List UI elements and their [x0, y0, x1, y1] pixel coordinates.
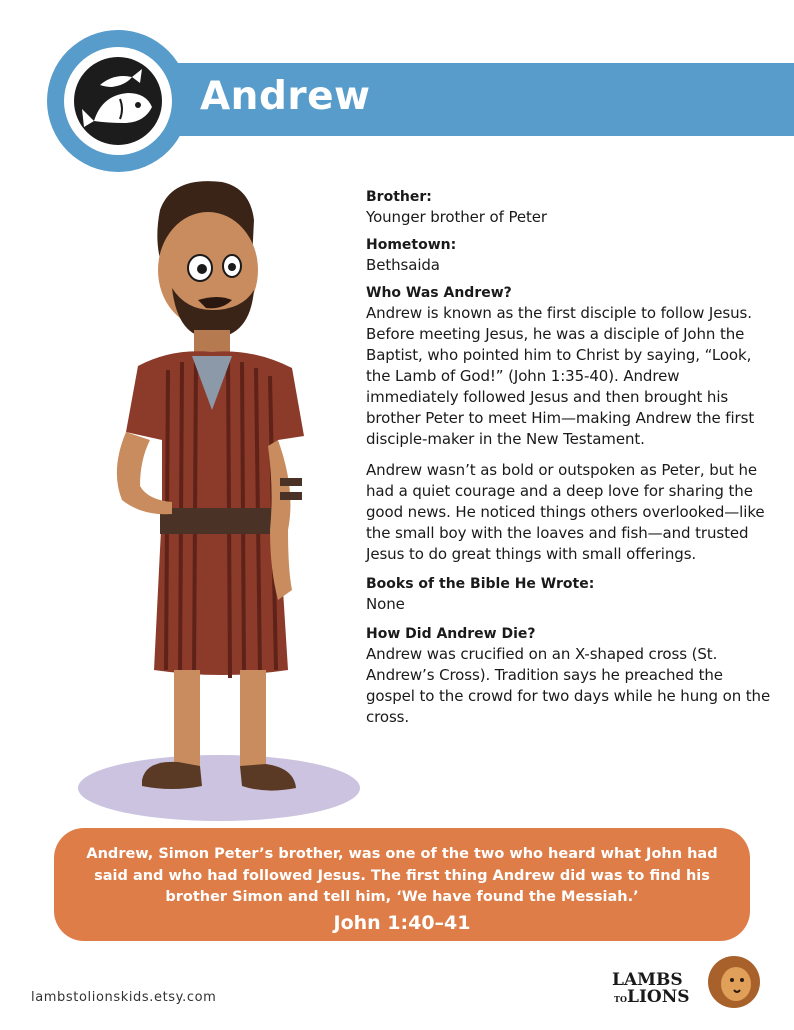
logo-lions-text: LIONS — [627, 987, 690, 1007]
badge-inner-circle — [64, 47, 172, 155]
hometown-label: Hometown: — [366, 237, 457, 253]
scripture-reference: John 1:40–41 — [333, 911, 471, 934]
logo-to-text: TO — [614, 994, 627, 1004]
scripture-quote-text: Andrew, Simon Peter’s brother, was one of the two who heard what John had said and who had followed Jesus. The first thing Andrew did was to find his brother Simon and tell him, ‘We have found the Messiah.’ — [86, 846, 718, 905]
books-value: None — [366, 595, 405, 613]
scripture-quote-box — [54, 828, 750, 941]
brother-value: Younger brother of Peter — [366, 208, 547, 226]
brand-logo — [612, 954, 762, 1010]
website-link[interactable]: lambstolionskids.etsy.com — [31, 990, 217, 1005]
who-paragraph-2: Andrew wasn’t as bold or outspoken as Peter, but he had a quiet courage and a deep love for sharing the good news. He noticed things others overlooked—like the small boy with the loaves and fish—and trusted Jesus to do great things with small offerings. — [366, 461, 765, 563]
fish-icon — [72, 55, 164, 147]
death-label: How Did Andrew Die? — [366, 626, 536, 642]
symbol-badge — [47, 30, 189, 172]
logo-lambs-text: LAMBS — [612, 970, 683, 990]
who-label: Who Was Andrew? — [366, 285, 512, 301]
death-value: Andrew was crucified on an X-shaped cross (St. Andrew’s Cross). Tradition says he preached the gospel to the crowd for two days while he hung on the cross. — [366, 645, 771, 726]
andrew-illustration — [82, 170, 322, 810]
who-paragraph-1: Andrew is known as the first disciple to follow Jesus. Before meeting Jesus, he was a disciple of John the Baptist, who pointed him to Christ by saying, “Look, the Lamb of God!” (John 1:35-40). Andrew immediately followed Jesus and then brought his brother Peter to meet Him—making Andrew the first disciple-maker in the New Testament. — [366, 304, 755, 448]
hometown-value: Bethsaida — [366, 256, 440, 274]
books-label: Books of the Bible He Wrote: — [366, 576, 595, 592]
page-title: Andrew — [200, 74, 371, 119]
brother-label: Brother: — [366, 189, 432, 205]
profile-info — [366, 188, 776, 728]
lion-icon — [702, 954, 762, 1010]
